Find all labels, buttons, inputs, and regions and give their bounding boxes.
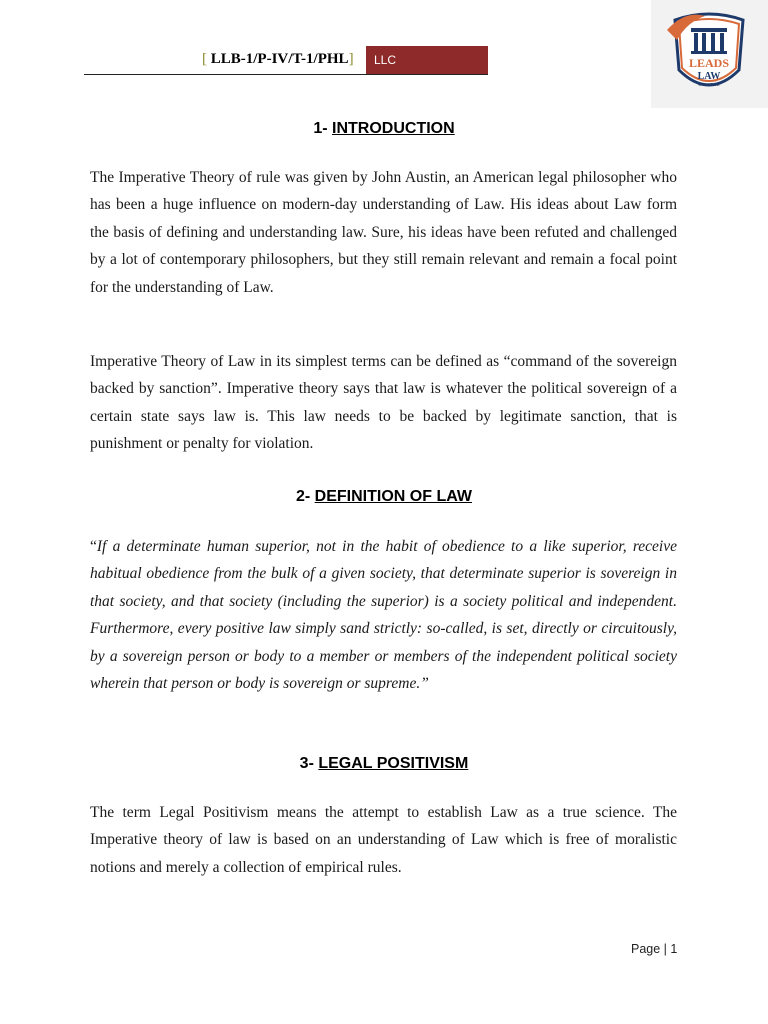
header-tag: LLC — [366, 46, 488, 75]
logo-text-line1: LEADS — [688, 56, 730, 70]
section-3-title: LEGAL POSITIVISM — [318, 755, 469, 772]
logo-text-line2: LAW — [697, 71, 721, 82]
positivism-paragraph: The term Legal Positivism means the attempt to establish Law as a true science. The Imperative theory of law is based on an understanding of Law which is free of moralistic notions and merely a collection of empirical rules. — [90, 804, 677, 876]
logo-text-line3: COLLEGE — [698, 82, 720, 87]
section-1-title: INTRODUCTION — [332, 120, 455, 137]
logo-emblem-icon — [651, 0, 768, 108]
page-number: Page | 1 — [631, 942, 678, 956]
section-1-heading: 1- INTRODUCTION — [313, 120, 455, 137]
page-header — [84, 46, 488, 76]
definition-quote: “If a determinate human superior, not in the habit of obedience to a like superior, receive habitual obedience from the bulk of a given society, that determinate superior is sovereign in that society, and that society (including the superior) is a society political and independent. Furthermore, every positive law simply sand strictly: so-called, is set, directly or circuitously, by a sovereign person or body to a member or members of the independent political society wherein that person or body is sovereign or supreme.” — [90, 538, 677, 693]
intro-paragraph-1: The Imperative Theory of rule was given by John Austin, an American legal philosopher who has been a huge influence on modern-day understanding of Law. His ideas about Law form the basis of defining and understanding law. Sure, his ideas have been refuted and challenged by a lot of contemporary philosophers, but they still remain relevant and remain a focal point for the understanding of Law. — [90, 169, 677, 296]
section-2-heading: 2- DEFINITION OF LAW — [295, 488, 472, 505]
course-code: [ LLB-1/P-IV/T-1/PHL] — [202, 51, 354, 67]
section-3-heading: 3- LEGAL POSITIVISM — [299, 755, 469, 772]
section-2-title: DEFINITION OF LAW — [314, 488, 472, 505]
header-rule — [84, 74, 488, 75]
college-logo — [651, 0, 768, 108]
intro-paragraph-2: Imperative Theory of Law in its simplest terms can be defined as “command of the sovereign backed by sanction”. Imperative theory says that law is whatever the political sovereign of a certain state says law is. This law needs to be backed by legitimate sanction, that is punishment or penalty for violation. — [90, 353, 677, 453]
